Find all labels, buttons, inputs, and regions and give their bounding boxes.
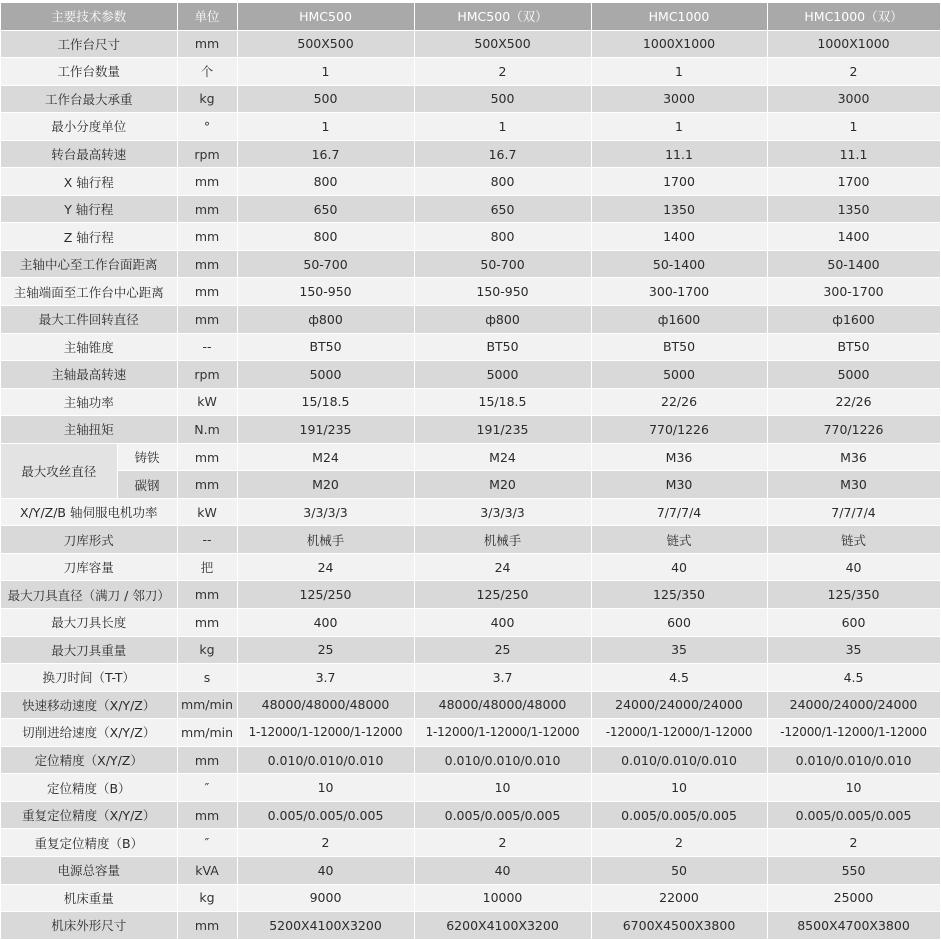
unit-cell: mm <box>177 306 237 334</box>
value-cell: 链式 <box>767 526 940 554</box>
param-cell: 主轴锥度 <box>1 333 177 361</box>
value-cell: M24 <box>414 443 591 471</box>
value-cell: ф1600 <box>591 306 767 334</box>
param-cell: 主轴扭矩 <box>1 416 177 444</box>
value-cell: 1 <box>237 58 414 86</box>
value-cell: 5000 <box>767 361 940 389</box>
unit-cell: N.m <box>177 416 237 444</box>
value-cell: 3/3/3/3 <box>414 498 591 526</box>
value-cell: BT50 <box>767 333 940 361</box>
param-cell: 主轴最高转速 <box>1 361 177 389</box>
table-row <box>1 746 940 774</box>
value-cell: 1 <box>237 113 414 141</box>
table-row <box>1 195 940 223</box>
value-cell: 500 <box>237 85 414 113</box>
value-cell: 1350 <box>767 195 940 223</box>
param-cell: 最大刀具重量 <box>1 636 177 664</box>
param-cell-tapping: 最大攻丝直径 <box>1 443 117 498</box>
unit-cell: ° <box>177 113 237 141</box>
header-param: 主要技术参数 <box>1 3 177 30</box>
value-cell: BT50 <box>237 333 414 361</box>
unit-cell: mm <box>177 609 237 637</box>
unit-cell: s <box>177 664 237 692</box>
unit-cell: ″ <box>177 774 237 802</box>
value-cell: 40 <box>414 856 591 884</box>
unit-cell: mm <box>177 471 237 499</box>
unit-cell: -- <box>177 333 237 361</box>
value-cell: 1400 <box>591 223 767 251</box>
value-cell: 1 <box>414 113 591 141</box>
unit-cell: kg <box>177 884 237 912</box>
unit-cell: 个 <box>177 58 237 86</box>
header-model-hmc500-dual: HMC500（双） <box>414 3 591 30</box>
value-cell: 5000 <box>414 361 591 389</box>
param-cell: 刀库形式 <box>1 526 177 554</box>
value-cell: 0.010/0.010/0.010 <box>591 746 767 774</box>
value-cell: M30 <box>767 471 940 499</box>
value-cell: 10000 <box>414 884 591 912</box>
value-cell: 191/235 <box>414 416 591 444</box>
value-cell: 400 <box>237 609 414 637</box>
value-cell: 2 <box>414 58 591 86</box>
value-cell: 25 <box>414 636 591 664</box>
header-unit: 单位 <box>177 3 237 30</box>
value-cell: 50-1400 <box>767 250 940 278</box>
value-cell: M24 <box>237 443 414 471</box>
value-cell: M36 <box>591 443 767 471</box>
value-cell: 6200X4100X3200 <box>414 912 591 940</box>
value-cell: 500 <box>414 85 591 113</box>
param-cell: 机床外形尺寸 <box>1 912 177 940</box>
param-cell: 重复定位精度（B） <box>1 829 177 857</box>
param-cell: 工作台数量 <box>1 58 177 86</box>
value-cell: 2 <box>414 829 591 857</box>
param-cell: 定位精度（X/Y/Z） <box>1 746 177 774</box>
value-cell: 24000/24000/24000 <box>591 691 767 719</box>
value-cell: 10 <box>414 774 591 802</box>
value-cell: 1 <box>767 113 940 141</box>
unit-cell: mm <box>177 581 237 609</box>
table-row <box>1 664 940 692</box>
value-cell: 550 <box>767 856 940 884</box>
value-cell: ф800 <box>237 306 414 334</box>
table-row <box>1 498 940 526</box>
value-cell: 48000/48000/48000 <box>414 691 591 719</box>
table-row <box>1 58 940 86</box>
unit-cell: kg <box>177 85 237 113</box>
table-row <box>1 801 940 829</box>
value-cell: 770/1226 <box>591 416 767 444</box>
value-cell: 1350 <box>591 195 767 223</box>
value-cell: 800 <box>237 168 414 196</box>
unit-cell: mm <box>177 278 237 306</box>
table-row <box>1 140 940 168</box>
table-row <box>1 278 940 306</box>
value-cell: 链式 <box>591 526 767 554</box>
value-cell: 35 <box>591 636 767 664</box>
value-cell: 3/3/3/3 <box>237 498 414 526</box>
unit-cell: mm <box>177 223 237 251</box>
value-cell: 40 <box>237 856 414 884</box>
value-cell: 0.005/0.005/0.005 <box>414 801 591 829</box>
value-cell: 40 <box>591 553 767 581</box>
value-cell: 800 <box>414 223 591 251</box>
table-row <box>1 223 940 251</box>
value-cell: 1 <box>591 58 767 86</box>
table-row <box>1 333 940 361</box>
value-cell: 10 <box>591 774 767 802</box>
header-row <box>1 3 940 30</box>
unit-cell: mm/min <box>177 691 237 719</box>
value-cell: 1400 <box>767 223 940 251</box>
value-cell: -12000/1-12000/1-12000 <box>767 719 940 747</box>
value-cell: M30 <box>591 471 767 499</box>
spec-table-body <box>1 30 940 939</box>
value-cell: 650 <box>237 195 414 223</box>
value-cell: 16.7 <box>237 140 414 168</box>
table-row <box>1 306 940 334</box>
value-cell: 5000 <box>591 361 767 389</box>
value-cell: 机械手 <box>237 526 414 554</box>
param-cell: 电源总容量 <box>1 856 177 884</box>
unit-cell: rpm <box>177 140 237 168</box>
value-cell: 22/26 <box>767 388 940 416</box>
value-cell: 125/350 <box>767 581 940 609</box>
table-row <box>1 85 940 113</box>
unit-cell: kVA <box>177 856 237 884</box>
value-cell: 5200X4100X3200 <box>237 912 414 940</box>
table-row <box>1 856 940 884</box>
value-cell: 50-700 <box>237 250 414 278</box>
value-cell: 1 <box>591 113 767 141</box>
value-cell: 25 <box>237 636 414 664</box>
table-row <box>1 361 940 389</box>
value-cell: 400 <box>414 609 591 637</box>
table-row <box>1 691 940 719</box>
value-cell: 770/1226 <box>767 416 940 444</box>
value-cell: 24000/24000/24000 <box>767 691 940 719</box>
value-cell: BT50 <box>591 333 767 361</box>
unit-cell: mm <box>177 168 237 196</box>
table-row <box>1 526 940 554</box>
value-cell: ф1600 <box>767 306 940 334</box>
unit-cell: kg <box>177 636 237 664</box>
param-cell: 定位精度（B） <box>1 774 177 802</box>
value-cell: 50 <box>591 856 767 884</box>
table-row <box>1 553 940 581</box>
param-cell: 切削进给速度（X/Y/Z） <box>1 719 177 747</box>
unit-cell: rpm <box>177 361 237 389</box>
value-cell: 1700 <box>591 168 767 196</box>
value-cell: 0.005/0.005/0.005 <box>767 801 940 829</box>
value-cell: 8500X4700X3800 <box>767 912 940 940</box>
unit-cell: kW <box>177 388 237 416</box>
value-cell: 0.005/0.005/0.005 <box>591 801 767 829</box>
header-model-hmc500: HMC500 <box>237 3 414 30</box>
value-cell: 500X500 <box>237 30 414 58</box>
table-row <box>1 636 940 664</box>
table-row <box>1 113 940 141</box>
param-cell: Z 轴行程 <box>1 223 177 251</box>
value-cell: 16.7 <box>414 140 591 168</box>
value-cell: 2 <box>591 829 767 857</box>
value-cell: 24 <box>237 553 414 581</box>
value-cell: BT50 <box>414 333 591 361</box>
table-row <box>1 250 940 278</box>
value-cell: 2 <box>767 829 940 857</box>
value-cell: 10 <box>237 774 414 802</box>
value-cell: 10 <box>767 774 940 802</box>
value-cell: 3000 <box>591 85 767 113</box>
value-cell: 0.010/0.010/0.010 <box>237 746 414 774</box>
table-row <box>1 471 940 499</box>
material-cell: 碳钢 <box>117 471 177 499</box>
value-cell: 7/7/7/4 <box>591 498 767 526</box>
table-row <box>1 581 940 609</box>
value-cell: 9000 <box>237 884 414 912</box>
param-cell: X/Y/Z/B 轴伺服电机功率 <box>1 498 177 526</box>
param-cell: 主轴功率 <box>1 388 177 416</box>
unit-cell: 把 <box>177 553 237 581</box>
param-cell: 工作台尺寸 <box>1 30 177 58</box>
value-cell: 650 <box>414 195 591 223</box>
param-cell: 主轴中心至工作台面距离 <box>1 250 177 278</box>
param-cell: 转台最高转速 <box>1 140 177 168</box>
value-cell: 800 <box>414 168 591 196</box>
table-row <box>1 884 940 912</box>
value-cell: 5000 <box>237 361 414 389</box>
param-cell: Y 轴行程 <box>1 195 177 223</box>
value-cell: 50-700 <box>414 250 591 278</box>
value-cell: 3.7 <box>237 664 414 692</box>
value-cell: ф800 <box>414 306 591 334</box>
value-cell: 600 <box>767 609 940 637</box>
value-cell: 11.1 <box>591 140 767 168</box>
value-cell: 4.5 <box>767 664 940 692</box>
value-cell: M36 <box>767 443 940 471</box>
value-cell: 500X500 <box>414 30 591 58</box>
header-model-hmc1000-dual: HMC1000（双） <box>767 3 940 30</box>
value-cell: 300-1700 <box>591 278 767 306</box>
table-row <box>1 416 940 444</box>
value-cell: M20 <box>414 471 591 499</box>
spec-table <box>1 3 941 940</box>
value-cell: 50-1400 <box>591 250 767 278</box>
value-cell: 4.5 <box>591 664 767 692</box>
table-row <box>1 609 940 637</box>
unit-cell: mm <box>177 746 237 774</box>
unit-cell: mm <box>177 30 237 58</box>
param-cell: 快速移动速度（X/Y/Z） <box>1 691 177 719</box>
param-cell: 最小分度单位 <box>1 113 177 141</box>
param-cell: X 轴行程 <box>1 168 177 196</box>
unit-cell: kW <box>177 498 237 526</box>
value-cell: 48000/48000/48000 <box>237 691 414 719</box>
value-cell: 150-950 <box>237 278 414 306</box>
header-model-hmc1000: HMC1000 <box>591 3 767 30</box>
value-cell: 0.005/0.005/0.005 <box>237 801 414 829</box>
value-cell: 24 <box>414 553 591 581</box>
table-row <box>1 388 940 416</box>
unit-cell: mm <box>177 443 237 471</box>
table-row <box>1 912 940 940</box>
table-row <box>1 719 940 747</box>
unit-cell: ″ <box>177 829 237 857</box>
value-cell: 600 <box>591 609 767 637</box>
unit-cell: mm/min <box>177 719 237 747</box>
value-cell: 7/7/7/4 <box>767 498 940 526</box>
value-cell: 15/18.5 <box>237 388 414 416</box>
param-cell: 主轴端面至工作台中心距离 <box>1 278 177 306</box>
value-cell: 191/235 <box>237 416 414 444</box>
value-cell: 22000 <box>591 884 767 912</box>
value-cell: 1700 <box>767 168 940 196</box>
param-cell: 最大刀具长度 <box>1 609 177 637</box>
value-cell: 125/250 <box>237 581 414 609</box>
value-cell: 25000 <box>767 884 940 912</box>
value-cell: 1000X1000 <box>767 30 940 58</box>
param-cell: 换刀时间（T-T） <box>1 664 177 692</box>
unit-cell: mm <box>177 195 237 223</box>
value-cell: 150-950 <box>414 278 591 306</box>
param-cell: 机床重量 <box>1 884 177 912</box>
value-cell: 300-1700 <box>767 278 940 306</box>
value-cell: 125/250 <box>414 581 591 609</box>
param-cell: 重复定位精度（X/Y/Z） <box>1 801 177 829</box>
param-cell: 刀库容量 <box>1 553 177 581</box>
unit-cell: mm <box>177 912 237 940</box>
param-cell: 最大刀具直径（满刀 / 邻刀） <box>1 581 177 609</box>
value-cell: 0.010/0.010/0.010 <box>767 746 940 774</box>
unit-cell: -- <box>177 526 237 554</box>
value-cell: 0.010/0.010/0.010 <box>414 746 591 774</box>
value-cell: 3.7 <box>414 664 591 692</box>
value-cell: 6700X4500X3800 <box>591 912 767 940</box>
value-cell: 15/18.5 <box>414 388 591 416</box>
param-cell: 最大工件回转直径 <box>1 306 177 334</box>
value-cell: 3000 <box>767 85 940 113</box>
value-cell: 11.1 <box>767 140 940 168</box>
unit-cell: mm <box>177 801 237 829</box>
value-cell: 22/26 <box>591 388 767 416</box>
spec-table-header <box>1 3 940 30</box>
value-cell: 125/350 <box>591 581 767 609</box>
value-cell: -12000/1-12000/1-12000 <box>591 719 767 747</box>
table-row <box>1 443 940 471</box>
value-cell: 机械手 <box>414 526 591 554</box>
table-row <box>1 168 940 196</box>
value-cell: 40 <box>767 553 940 581</box>
value-cell: M20 <box>237 471 414 499</box>
table-row <box>1 774 940 802</box>
value-cell: 800 <box>237 223 414 251</box>
value-cell: 1000X1000 <box>591 30 767 58</box>
table-row <box>1 829 940 857</box>
value-cell: 2 <box>237 829 414 857</box>
value-cell: 35 <box>767 636 940 664</box>
value-cell: 1-12000/1-12000/1-12000 <box>414 719 591 747</box>
param-cell: 工作台最大承重 <box>1 85 177 113</box>
table-row <box>1 30 940 58</box>
value-cell: 1-12000/1-12000/1-12000 <box>237 719 414 747</box>
unit-cell: mm <box>177 250 237 278</box>
material-cell: 铸铁 <box>117 443 177 471</box>
value-cell: 2 <box>767 58 940 86</box>
